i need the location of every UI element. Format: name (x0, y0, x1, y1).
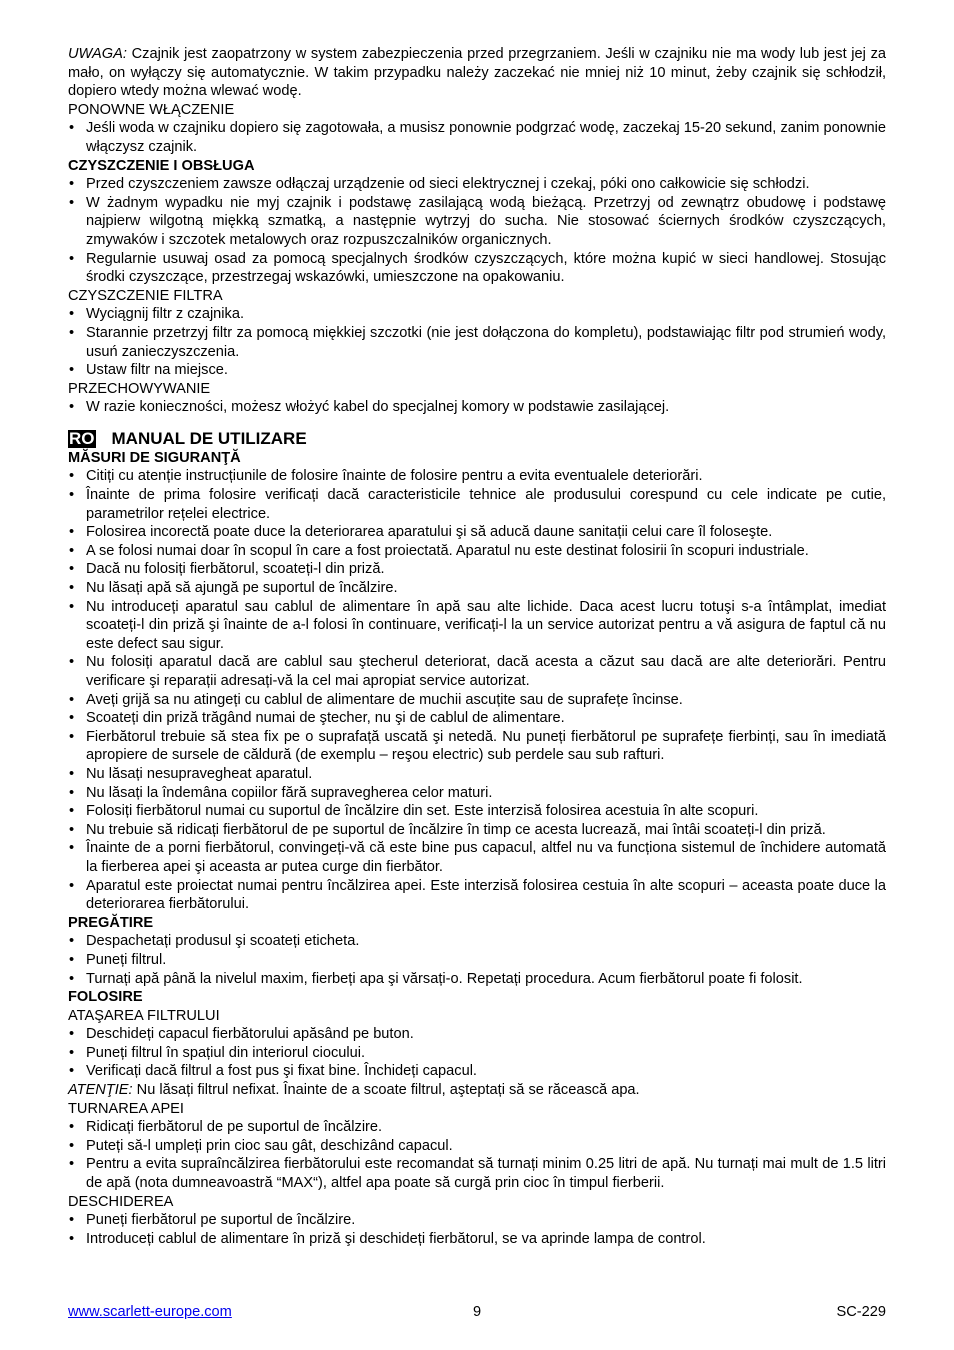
website-link[interactable]: www.scarlett-europe.com (68, 1304, 232, 1320)
document-page (68, 45, 886, 1248)
ro-use-heading: FOLOSIRE (68, 989, 143, 1006)
list-item: • Introduceți cablul de alimentare în priză şi deschideți fierbătorul, se va aprinde lampa de control. (68, 1230, 886, 1249)
list-item: • Nu introduceți aparatul sau cablul de alimentare în apă sau alte lichide. Daca acest lucru totuşi s-a întâmplat, imediat scoateți-l din priză şi înainte de a-l folosi în continuare, verificați-l la un service autorizat pentru a vă asigura de faptul că nu este defect sau sigur. (68, 598, 886, 654)
list-item: • Citiți cu atenție instrucțiunile de folosire înainte de folosire pentru a evita eventualele deteriorări. (68, 467, 886, 486)
list-item: • Fierbătorul trebuie să stea fix pe o suprafață uscată şi netedă. Nu puneți fierbătorul pe suprafețe fierbinți, sau în imediată apropiere de sursele de căldură (de exemplu – reşou electric) sub perdele sau sub rafturi. (68, 728, 886, 765)
language-badge: RO (69, 428, 95, 448)
ro-pour-list (68, 1118, 886, 1192)
ro-open-list (68, 1211, 886, 1248)
list-item: • Ustaw filtr na miejsce. (68, 361, 886, 380)
list-item: • W razie konieczności, możesz włożyć kabel do specjalnej komory w podstawie zasilającej. (68, 398, 886, 417)
pl-cleaning-heading: CZYSZCZENIE I OBSŁUGA (68, 157, 255, 174)
list-item: • Folosirea incorectă poate duce la deteriorarea aparatului şi să aducă daune sanitații celui care îl foloseşte. (68, 523, 886, 542)
list-item: • Nu trebuie să ridicați fierbătorul de pe suportul de încălzire în timp ce acesta lucrează, mai întâi scoateți-l din priză. (68, 821, 886, 840)
list-item: • Przed czyszczeniem zawsze odłączaj urządzenie od sieci elektrycznej i czekaj, póki ono całkowicie się schłodzi. (68, 175, 886, 194)
pl-warning-text: Czajnik jest zaopatrzony w system zabezpieczenia przed przegrzaniem. Jeśli w czajniku nie ma wody lub jest jej za mało, on wyłączy się automatycznie. W takim przypadku należy zaczekać nie mniej niż 10 minut, żeby czajnik się schłodził, dopiero wtedy można wlewać wodę. (68, 46, 886, 100)
ro-attention-text: Nu lăsați filtrul nefixat. Înainte de a scoate filtrul, aşteptați să se răcească apa. (132, 1082, 640, 1099)
pl-storage-list (68, 398, 886, 417)
list-item: • Aparatul este proiectat numai pentru încălzirea apei. Este interzisă folosirea cestuia în alte scopuri – aceasta poate duce la deteriorarea fierbătorului. (68, 877, 886, 914)
ro-prep-list (68, 932, 886, 988)
list-item: • Turnați apă până la nivelul maxim, fierbeți apa şi vărsați-o. Repetați procedura. Acum fierbătorul poate fi folosit. (68, 970, 886, 989)
pl-restart-list (68, 119, 886, 156)
list-item: • Înainte de prima folosire verificați dacă caracteristicile tehnice ale produsului corespund cu cele indicate pe cutie, parametrilor rețelei electrice. (68, 486, 886, 523)
model-number: SC-229 (836, 1304, 886, 1320)
pl-filter-list (68, 305, 886, 379)
list-item: • Pentru a evita supraîncălzirea fierbătorului este recomandat să turnați minim 0.25 litri de apă. Nu turnați mai mult de 1.5 litri de apă (nota dumneavoastră “MAX“), altfel apa poate să curgă prin cioc în timpul fierberii. (68, 1155, 886, 1192)
list-item: • Jeśli woda w czajniku dopiero się zagotowała, a musisz ponownie podgrzać wodę, zaczekaj 15-20 sekund, zanim ponownie włączysz czajnik. (68, 119, 886, 156)
ro-attention-label: ATENŢIE: (68, 1082, 133, 1099)
list-item: • Ridicați fierbătorul de pe suportul de încălzire. (68, 1118, 886, 1137)
list-item: • Nu lăsați nesupravegheat aparatul. (68, 765, 886, 784)
list-item: • Puneți filtrul în spațiul din interiorul ciocului. (68, 1044, 886, 1063)
list-item: • Folosiți fierbătorul numai cu suportul de încălzire din set. Este interzisă folosirea acestuia în alte scopuri. (68, 802, 886, 821)
list-item: • Wyciągnij filtr z czajnika. (68, 305, 886, 324)
list-item: • Puneți filtrul. (68, 951, 886, 970)
ro-attention-paragraph (68, 1081, 886, 1100)
pl-restart-heading: PONOWNE WŁĄCZENIE (68, 101, 235, 118)
list-item: • Nu lăsați la îndemâna copiilor fără supravegherea celor maturi. (68, 784, 886, 803)
ro-safety-heading: MĂSURI DE SIGURANŢĂ (68, 449, 241, 466)
ro-attach-list (68, 1025, 886, 1081)
list-item: • Verificați dacă filtrul a fost pus şi fixat bine. Închideți capacul. (68, 1062, 886, 1081)
pl-warning-label: UWAGA: (68, 46, 127, 62)
pl-filter-heading: CZYSZCZENIE FILTRA (68, 287, 223, 304)
list-item: • Nu lăsați apă să ajungă pe suportul de încălzire. (68, 579, 886, 598)
list-item: • Puteți să-l umpleți prin cioc sau gât, deschizând capacul. (68, 1137, 886, 1156)
list-item: • Deschideți capacul fierbătorului apăsând pe buton. (68, 1025, 886, 1044)
ro-open-heading: DESCHIDEREA (68, 1193, 174, 1210)
list-item: • Dacă nu folosiți fierbătorul, scoateți-l din priză. (68, 560, 886, 579)
ro-section-title (68, 429, 886, 449)
ro-prep-heading: PREGĂTIRE (68, 914, 154, 931)
page-footer (68, 1303, 886, 1323)
page-number: 9 (472, 1304, 482, 1320)
manual-title: MANUAL DE UTILIZARE (111, 428, 307, 448)
list-item: • Puneți fierbătorul pe suportul de încălzire. (68, 1211, 886, 1230)
list-item: • Scoateți din priză trăgând numai de ştecher, nu şi de cablul de alimentare. (68, 709, 886, 728)
ro-safety-list (68, 467, 886, 913)
list-item: • Aveți grijă sa nu atingeți cu cablul de alimentare de muchii ascuțite sau de suprafețe încinse. (68, 691, 886, 710)
list-item: • Nu folosiți aparatul dacă are cablul sau ştecherul deteriorat, dacă acesta a căzut sau dacă are alte deteriorări. Pentru verificare şi reparații adresați-vă la cel mai apropiat service autorizat. (68, 653, 886, 690)
pl-warning-paragraph (68, 45, 886, 101)
list-item: • Starannie przetrzyj filtr za pomocą miękkiej szczotki (nie jest dołączona do kompletu), podstawiając filtr pod strumień wody, usuń zanieczyszczenia. (68, 324, 886, 361)
pl-cleaning-list (68, 175, 886, 287)
ro-attach-heading: ATAŞAREA FILTRULUI (68, 1007, 220, 1024)
pl-storage-heading: PRZECHOWYWANIE (68, 380, 211, 397)
list-item: • Înainte de a porni fierbătorul, convingeți-vă că este bine pus capacul, altfel nu va funcționa sistemul de închidere automată la fierberea apei şi aceasta ar putea curge din fierbător. (68, 839, 886, 876)
ro-pour-heading: TURNAREA APEI (68, 1100, 184, 1117)
list-item: • Despachetați produsul şi scoateți eticheta. (68, 932, 886, 951)
list-item: • W żadnym wypadku nie myj czajnik i podstawę zasilającą wodą bieżącą. Przetrzyj od zewnątrz obudowę i podstawę najpierw wilgotną miękką szmatką, a następnie wytrzyj do sucha. Nie stosować ściernych środków czyszczących, zmywaków i szczotek metalowych oraz rozpuszczalników organicznych. (68, 194, 886, 250)
list-item: • A se folosi numai doar în scopul în care a fost proiectată. Aparatul nu este destinat folosirii în scopuri industriale. (68, 542, 886, 561)
list-item: • Regularnie usuwaj osad za pomocą specjalnych środków czyszczących, które można kupić w sieci handlowej. Stosując środki czyszczące, przestrzegaj wskazówki, umieszczone na opakowaniu. (68, 250, 886, 287)
